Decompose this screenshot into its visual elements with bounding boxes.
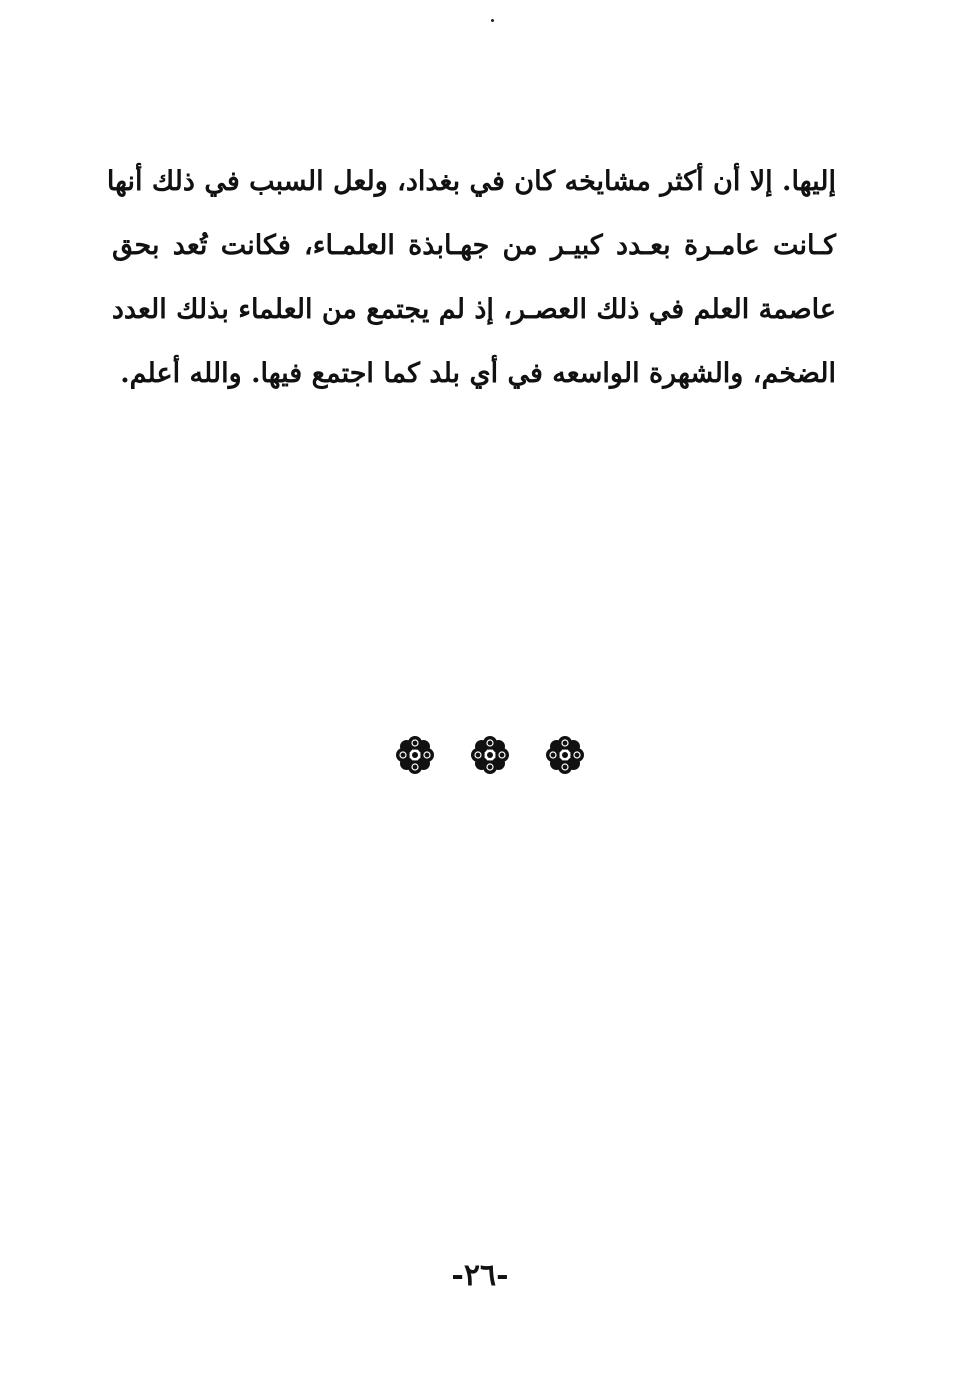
text-line: إليها. إلا أن أكثر مشايخه كان في بغداد، ولعل السبب في ذلك أنها [106, 166, 836, 197]
section-divider-ornaments [395, 733, 585, 777]
flower-ornament-icon [470, 735, 510, 775]
flower-ornament-icon [395, 735, 435, 775]
flower-ornament-icon [545, 735, 585, 775]
text-line: الضخم، والشهرة الواسعه في أي بلد كما اجتمع فيها. والله أعلم. [120, 358, 836, 389]
top-speck [491, 19, 494, 22]
text-line: عاصمة العلم في ذلك العصـر، إذ لم يجتمع من العلماء بذلك العدد [111, 294, 836, 325]
body-paragraph [106, 150, 836, 406]
text-line: كـانت عامـرة بعـدد كبيـر من جهـابذة العلمـاء، فكانت تُعد بحق [112, 230, 836, 261]
page-number: -٢٦- [451, 1258, 509, 1293]
